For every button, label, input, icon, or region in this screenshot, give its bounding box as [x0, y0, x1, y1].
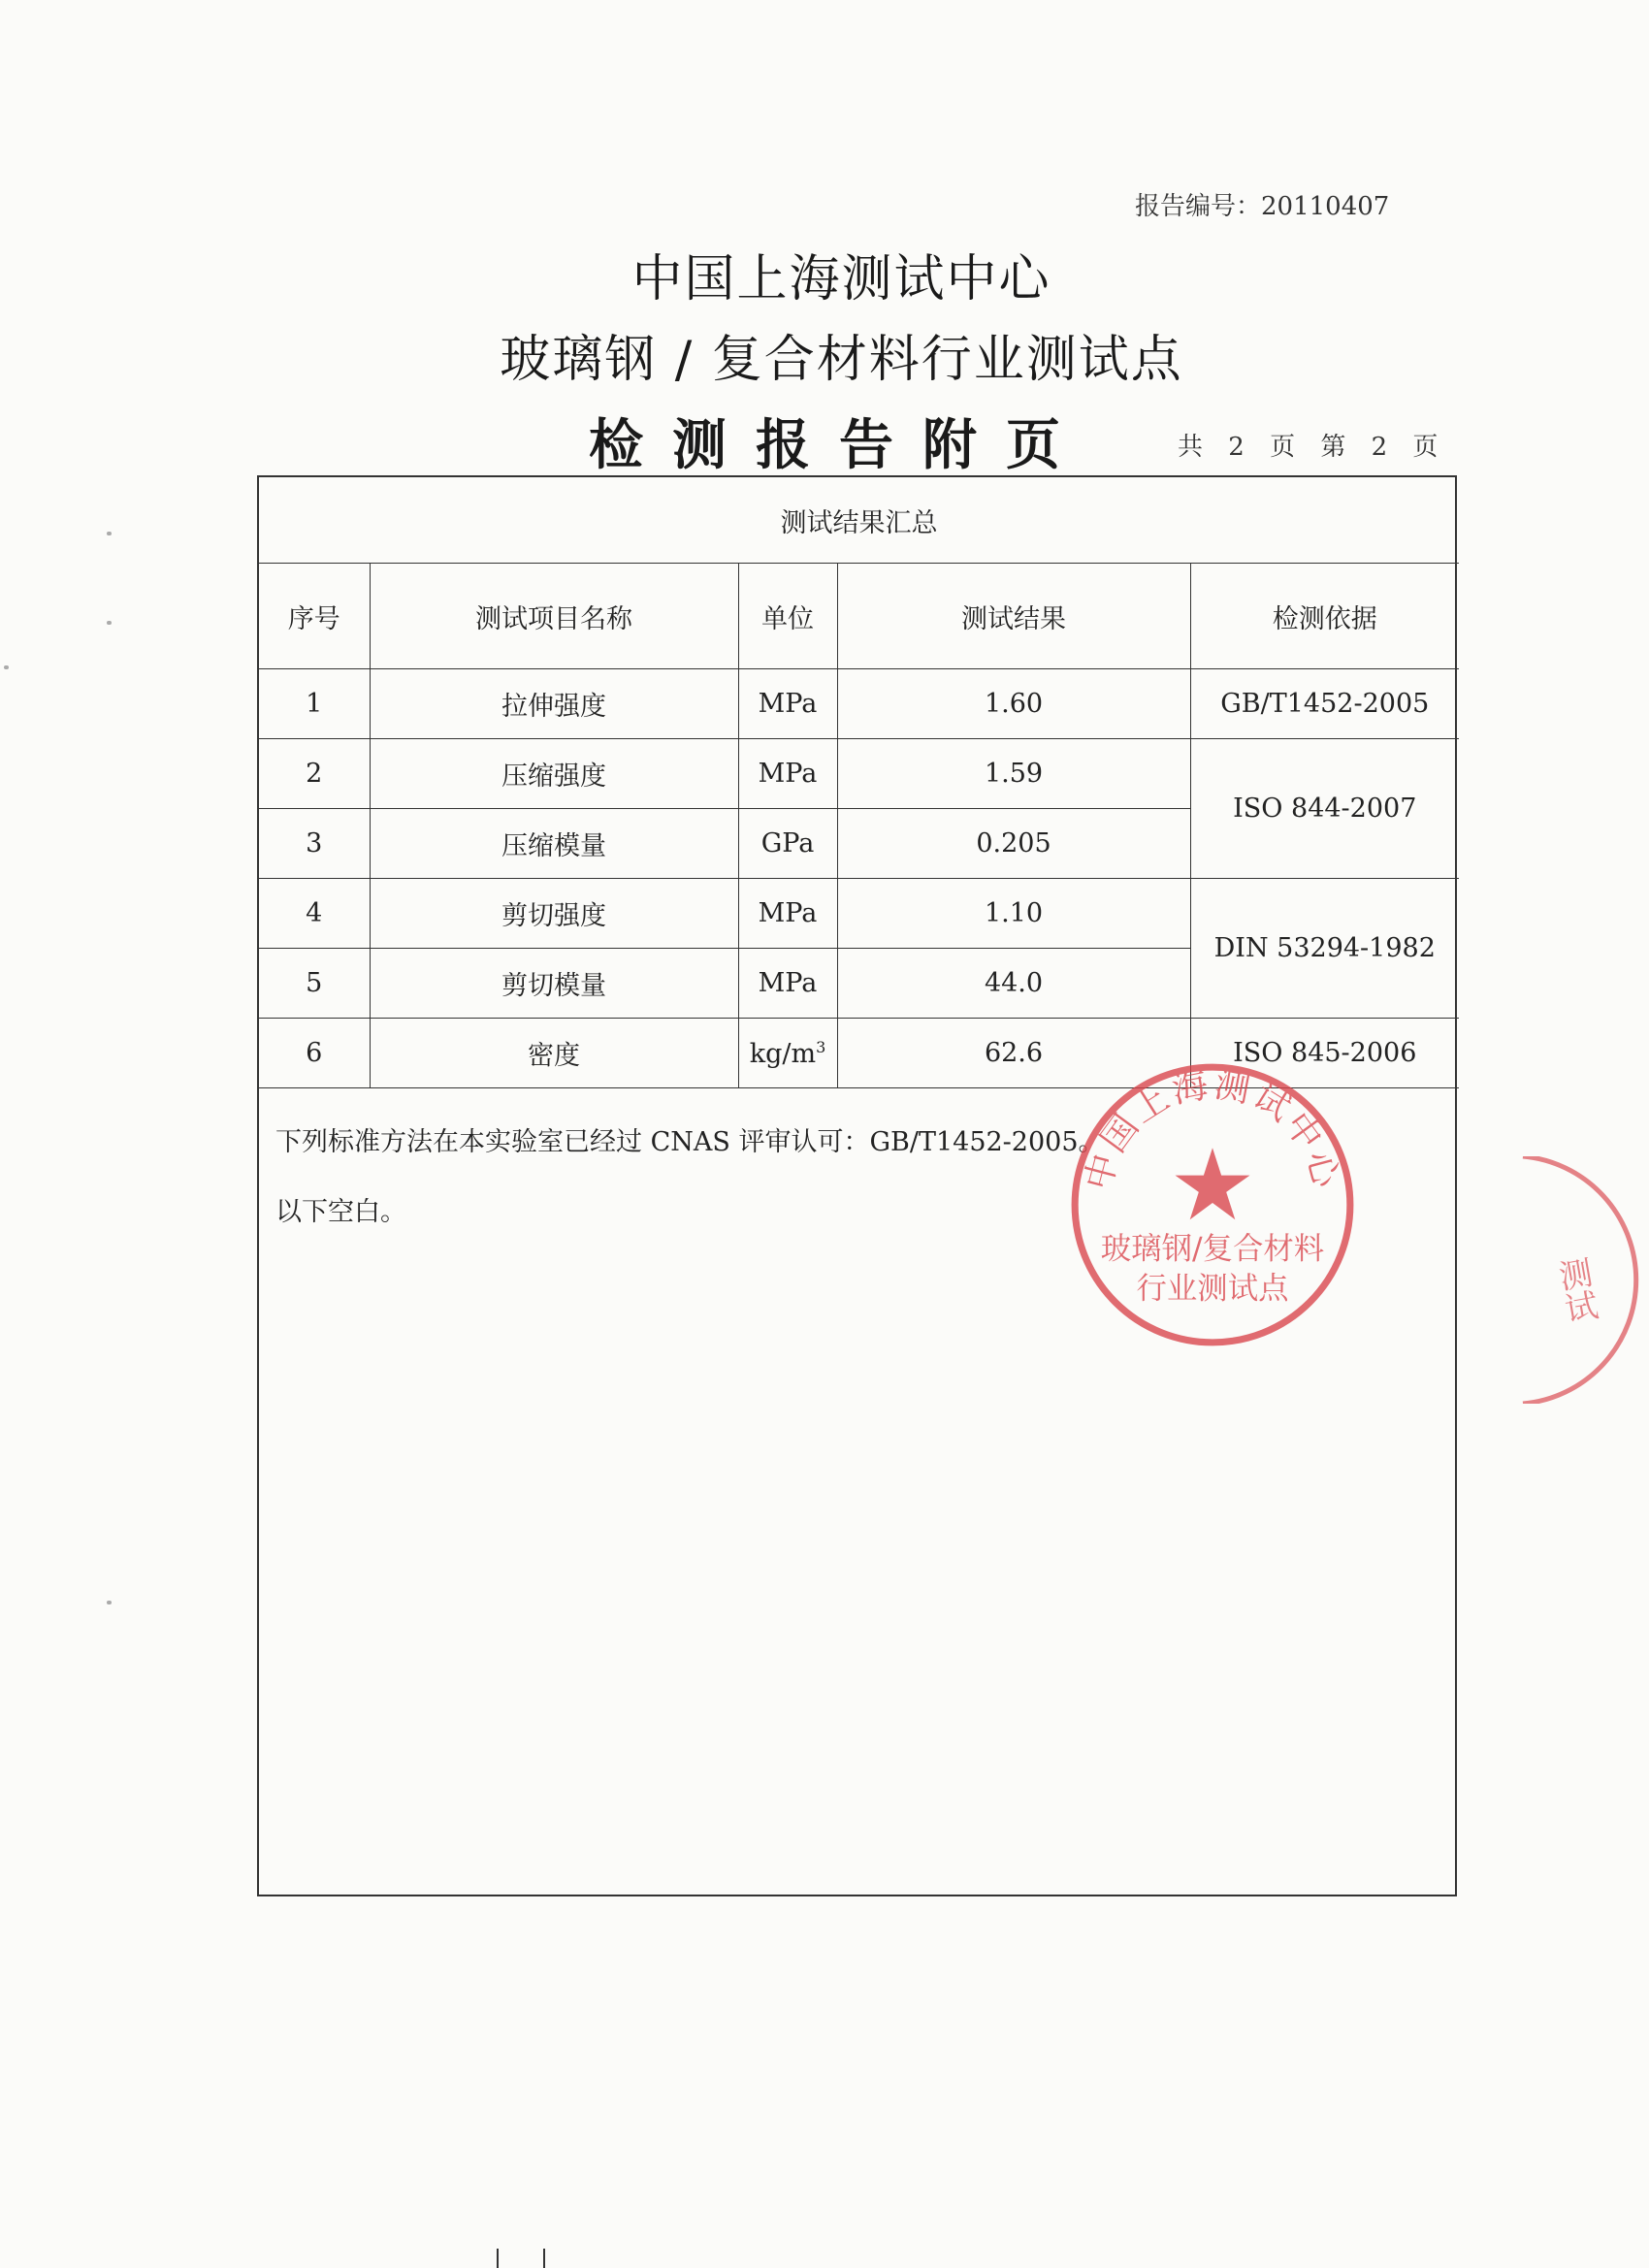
report-number: 报告编号：20110407	[1135, 192, 1390, 221]
notes-area	[275, 1108, 1105, 1247]
row-item: 剪切模量	[370, 949, 738, 1019]
scan-speck	[107, 532, 112, 535]
table-row	[259, 879, 1459, 949]
table-header-row	[259, 564, 1459, 669]
row-unit: GPa	[738, 809, 837, 879]
row-result: 62.6	[837, 1019, 1190, 1088]
header-result: 测试结果	[837, 564, 1190, 669]
unit-base: kg/m	[749, 1038, 817, 1069]
row-item: 压缩强度	[370, 739, 738, 809]
row-result: 1.59	[837, 739, 1190, 809]
row-standard: ISO 845-2006	[1190, 1019, 1459, 1088]
row-no: 2	[259, 739, 370, 809]
scan-speck	[107, 1601, 112, 1604]
page-info: 共 2 页 第 2 页	[1178, 433, 1439, 462]
row-result: 1.60	[837, 669, 1190, 739]
header-no: 序号	[259, 564, 370, 669]
row-item: 剪切强度	[370, 879, 738, 949]
blank-note: 以下空白。	[275, 1197, 406, 1227]
row-result: 0.205	[837, 809, 1190, 879]
row-no: 6	[259, 1019, 370, 1088]
summary-title: 测试结果汇总	[259, 477, 1459, 564]
row-standard: GB/T1452-2005	[1190, 669, 1459, 739]
summary-title-row	[259, 477, 1459, 564]
title-center-name: 中国上海测试中心	[631, 250, 1051, 308]
row-no: 3	[259, 809, 370, 879]
table-row	[259, 669, 1459, 739]
partial-seal-text: 测试	[1550, 1254, 1600, 1327]
seal-inner-line2: 行业测试点	[1136, 1271, 1289, 1307]
seal-star-icon	[1175, 1148, 1249, 1219]
row-standard: DIN 53294-1982	[1190, 879, 1459, 1019]
cnas-note: 下列标准方法在本实验室已经过 CNAS 评审认可：GB/T1452-2005。	[275, 1127, 1105, 1157]
row-unit: MPa	[738, 669, 837, 739]
scan-speck	[107, 621, 112, 625]
row-result: 44.0	[837, 949, 1190, 1019]
unit-superscript: 3	[816, 1037, 826, 1056]
row-result: 1.10	[837, 879, 1190, 949]
row-item: 拉伸强度	[370, 669, 738, 739]
header-standard: 检测依据	[1190, 564, 1459, 669]
binding-mark	[543, 2249, 545, 2268]
row-unit: MPa	[738, 949, 837, 1019]
title-test-point: 玻璃钢 / 复合材料行业测试点	[500, 331, 1183, 389]
header-item: 测试项目名称	[370, 564, 738, 669]
binding-mark	[497, 2249, 499, 2268]
row-no: 5	[259, 949, 370, 1019]
seal-inner-line1: 玻璃钢/复合材料	[1100, 1231, 1325, 1267]
official-seal-stamp	[1065, 1057, 1360, 1352]
row-item: 密度	[370, 1019, 738, 1088]
table-row	[259, 739, 1459, 809]
row-unit: MPa	[738, 879, 837, 949]
row-no: 1	[259, 669, 370, 739]
results-table	[259, 477, 1459, 1088]
partial-seal-stamp	[1513, 1156, 1649, 1404]
row-unit: MPa	[738, 739, 837, 809]
scan-speck	[4, 665, 9, 669]
row-item: 压缩模量	[370, 809, 738, 879]
row-unit	[738, 1019, 837, 1088]
row-no: 4	[259, 879, 370, 949]
seal-outer-text: 中国上海测试中心	[1077, 1063, 1348, 1195]
header-unit: 单位	[738, 564, 837, 669]
row-standard: ISO 844-2007	[1190, 739, 1459, 879]
title-report-appendix: 检测报告附页	[589, 414, 1089, 477]
